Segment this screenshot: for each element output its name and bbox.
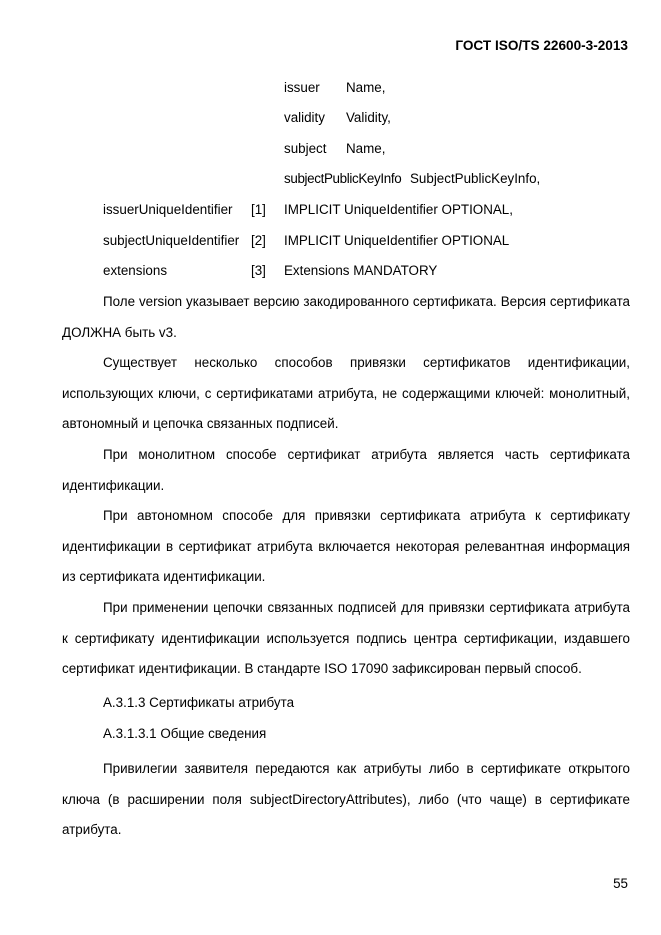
asn1-tagged-name: issuerUniqueIdentifier xyxy=(103,202,233,217)
asn1-field-type: SubjectPublicKeyInfo, xyxy=(410,171,541,186)
asn1-field-name: issuer xyxy=(284,80,320,95)
body-paragraph: Привилегии заявителя передаются как атрибуты либо в сертификате открытого ключа (в расширении поля subjectDirectoryAttributes), либо (что чаще) в сертификате атрибута. xyxy=(62,761,630,837)
body-paragraph: Поле version указывает версию закодированного сертификата. Версия сертификата ДОЛЖНА быть v3. xyxy=(62,294,630,340)
asn1-tag: [3] xyxy=(251,263,266,278)
asn1-tag: [1] xyxy=(251,202,266,217)
body-paragraph: При монолитном способе сертификат атрибута является часть сертификата идентификации. xyxy=(62,447,630,493)
subsection-heading: А.3.1.3.1 Общие сведения xyxy=(103,726,267,741)
asn1-field-name: subjectPublicKeyInfo xyxy=(284,171,402,186)
document-header: ГОСТ ISO/TS 22600-3-2013 xyxy=(455,38,628,53)
body-paragraph: При автономном способе для привязки сертификата атрибута к сертификату идентификации в сертификат атрибута включается некоторая релевантная информация из сертификата идентификации. xyxy=(62,508,630,584)
asn1-field-name: subject xyxy=(284,141,327,156)
asn1-tagged-name: extensions xyxy=(103,263,168,278)
asn1-field-type: Name, xyxy=(346,80,386,95)
asn1-field-type: Validity, xyxy=(346,110,391,125)
page-number: 55 xyxy=(613,876,628,891)
asn1-tagged-type: Extensions MANDATORY xyxy=(284,263,438,278)
asn1-tag: [2] xyxy=(251,233,266,248)
asn1-tagged-type: IMPLICIT UniqueIdentifier OPTIONAL, xyxy=(284,202,513,217)
asn1-field-type: Name, xyxy=(346,141,386,156)
section-heading: А.3.1.3 Сертификаты атрибута xyxy=(103,695,295,710)
asn1-tagged-type: IMPLICIT UniqueIdentifier OPTIONAL xyxy=(284,233,510,248)
body-paragraph: При применении цепочки связанных подписей для привязки сертификата атрибута к сертификату идентификации используется подпись центра сертификации, издавшего сертификат идентификации. В стандарте ISO 17090 зафиксирован первый способ. xyxy=(62,600,630,676)
asn1-tagged-name: subjectUniqueIdentifier xyxy=(103,233,240,248)
body-paragraph: Существует несколько способов привязки сертификатов идентификации, использующих ключи, с сертификатами атрибута, не содержащими ключей: монолитный, автономный и цепочка связанных подписей. xyxy=(62,355,630,431)
asn1-field-name: validity xyxy=(284,110,325,125)
